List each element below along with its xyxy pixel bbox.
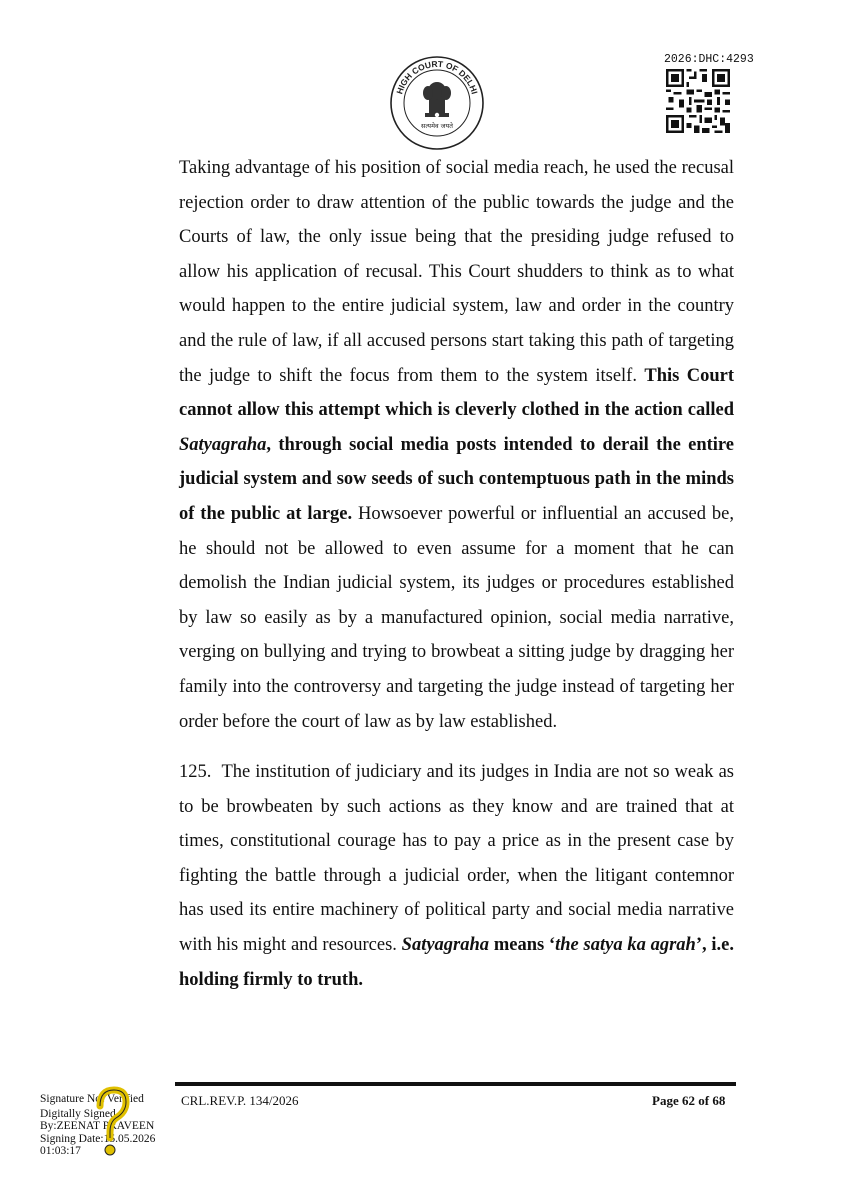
case-number: CRL.REV.P. 134/2026 bbox=[181, 1093, 299, 1108]
signature-status: Signature Not Verified bbox=[40, 1093, 144, 1105]
bold-text: Satyagraha means ‘the satya ka agrah’, i.e. holding firmly to truth. bbox=[179, 935, 735, 990]
para-number: 125. bbox=[179, 762, 212, 783]
italic-satyagraha: Satyagraha bbox=[179, 434, 267, 455]
page-number: Page 62 of 68 bbox=[652, 1093, 726, 1108]
svg-text:सत्यमेव जयते: सत्यमेव जयते bbox=[421, 122, 453, 130]
para-text: Taking advantage of his position of social media reach, he used the recusal rejection order to draw attention of the public towards the judge and the Courts of law, the only issue being that the presiding judge refused to allow his application of recusal. This Court shudders to think as to what would happen to the entire judicial system, law and order in the country and the rule of law, if all accused persons start taking this path of targeting the judge to shift the focus from them to the system itself. bbox=[179, 158, 734, 386]
signature-date: Signing Date:15.05.2026 bbox=[40, 1132, 156, 1145]
paragraph-125 bbox=[179, 755, 734, 997]
signature-unverified-question-icon bbox=[92, 1086, 132, 1166]
signature-signer: By:ZEENAT PRAVEEN bbox=[40, 1120, 155, 1132]
signature-time: 01:03:17 bbox=[40, 1145, 81, 1157]
italic-satyagraha: Satyagraha bbox=[401, 935, 490, 956]
paragraph-124-continued bbox=[179, 151, 734, 739]
qr-code-icon bbox=[666, 69, 730, 133]
para-text: The institution of judiciary and its judges in India are not so weak as to be browbeaten by such actions as they know and are trained that at times, constitutional courage has to pay a price as in the present case by fighting the battle through a judicial order, when the litigant contemnor has used its entire machinery of political party and social media narrative with his might and resources. bbox=[179, 762, 734, 956]
para-text: Howsoever powerful or influential an accused be, he should not be allowed to even assume for a moment that he can demolish the Indian judicial system, its judges or procedures established by law so easily as by a manufactured opinion, social media narrative, verging on bullying and trying to browbeat a sitting judge by dragging her family into the controversy and targeting the judge instead of targeting her order before the court of law as by law established. bbox=[179, 503, 734, 732]
italic-satya-ka-agrah: the satya ka agrah bbox=[555, 935, 696, 956]
judgment-body bbox=[179, 151, 734, 997]
court-seal-logo bbox=[389, 55, 485, 151]
svg-text:HIGH COURT OF DELHI: HIGH COURT OF DELHI bbox=[394, 58, 480, 96]
signature-line: Digitally Signed bbox=[40, 1107, 116, 1120]
footer-divider bbox=[175, 1082, 736, 1086]
bold-text: This Court cannot allow this attempt which is cleverly clothed in the action called Satyagraha, through social media posts intended to derail the entire judicial system and sow seeds of such contemptuous path in the minds of the public at large. bbox=[179, 365, 734, 524]
neutral-citation: 2026:DHC:4293 bbox=[664, 53, 754, 66]
